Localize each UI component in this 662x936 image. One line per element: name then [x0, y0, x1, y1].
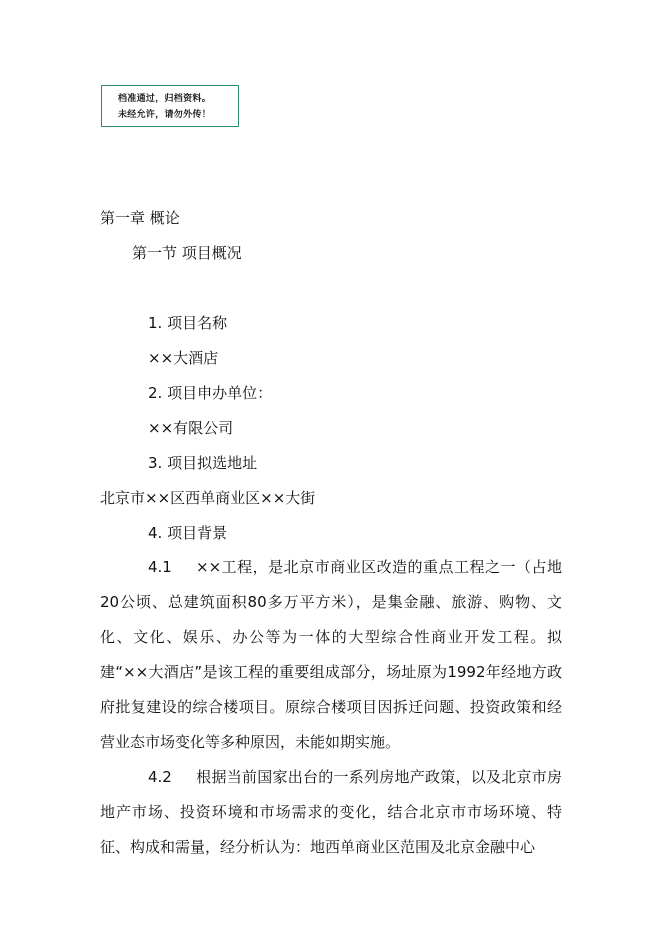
paragraph-4-1: [100, 550, 562, 760]
confidential-stamp: [101, 85, 239, 127]
item-name-heading: 1. 项目名称: [148, 314, 228, 332]
section-title: 第一节 项目概况: [132, 244, 242, 262]
paragraph-4-2-text: 根据当前国家出台的一系列房地产政策，以及北京市房地产市场、投资环境和市场需求的变化，结合北京市市场环境、特征、构成和需量，经分析认为：地西单商业区范围及北京金融中心: [100, 768, 562, 856]
item-site-heading: 3. 项目拟选地址: [148, 454, 258, 472]
item-applicant-value: ××有限公司: [148, 419, 234, 437]
item-applicant-heading: 2. 项目申办单位：: [148, 384, 273, 402]
paragraph-4-1-number: 4.1: [148, 558, 172, 576]
item-background-heading: 4. 项目背景: [148, 524, 228, 542]
paragraph-4-1-text: ××工程，是北京市商业区改造的重点工程之一（占地20公顷、总建筑面积80多万平方米），是集金融、旅游、购物、文化、文化、娱乐、办公等为一体的大型综合性商业开发工程。拟建“××大酒店”是该工程的重要组成部分，场址原为1992年经地方政府批复建设的综合楼项目。原综合楼项目因拆迁问题、投资政策和经营业态市场变化等多种原因，未能如期实施。: [100, 558, 562, 751]
chapter-title: 第一章 概论: [100, 209, 180, 227]
stamp-line-1: 档准通过，归档资料。: [118, 94, 212, 104]
stamp-line-2: 未经允许，请勿外传！: [118, 110, 212, 120]
item-site-value: 北京市××区西单商业区××大街: [100, 489, 316, 507]
paragraph-4-2: [100, 760, 562, 865]
paragraph-4-2-number: 4.2: [148, 768, 172, 786]
item-name-value: ××大酒店: [148, 349, 219, 367]
